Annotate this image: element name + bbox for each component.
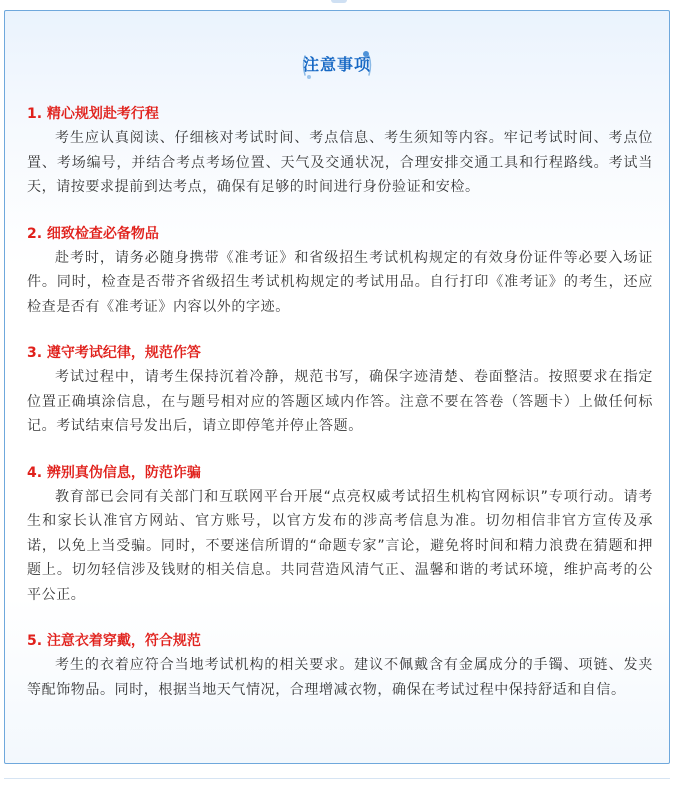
bottom-divider	[4, 778, 670, 779]
section-heading: 5. 注意衣着穿戴，符合规范	[27, 633, 201, 649]
page-title: 注意事项	[302, 55, 371, 74]
section-body: 赴考时，请务必随身携带《准考证》和省级招生考试机构规定的有效身份证件等必要入场证件。同时，检查是否带齐省级招生考试机构规定的考试用品。自行打印《准考证》的考生，还应检查是否有《准考证》内容以外的字迹。	[27, 249, 653, 315]
top-notch-decoration	[331, 0, 347, 3]
section-body: 考生的衣着应符合当地考试机构的相关要求。建议不佩戴含有金属成分的手镯、项链、发夹等配饰物品。同时，根据当地天气情况，合理增减衣物，确保在考试过程中保持舒适和自信。	[27, 657, 653, 698]
section-travel-plan	[27, 102, 653, 200]
section-anti-fraud	[27, 461, 653, 608]
section-heading: 4. 辨别真伪信息，防范诈骗	[27, 464, 201, 481]
section-check-items	[27, 222, 653, 320]
section-body: 考生应认真阅读、仔细核对考试时间、考点信息、考生须知等内容。牢记考试时间、考点位置、考场编号，并结合考点考场位置、天气及交通状况，合理安排交通工具和行程路线。考试当天，请按要求提前到达考点，确保有足够的时间进行身份验证和安检。	[27, 130, 653, 195]
notice-content	[27, 102, 653, 724]
title-banner	[5, 45, 669, 85]
section-heading: 1. 精心规划赴考行程	[27, 106, 159, 122]
section-exam-discipline	[27, 341, 653, 439]
section-body: 教育部已会同有关部门和互联网平台开展“点亮权威考试招生机构官网标识”专项行动。请考生和家长认准官方网站、官方账号，以官方发布的涉高考信息为准。切勿相信非官方宣传及承诺，以免上当受骗。同时，不要迷信所谓的“命题专家”言论，避免将时间和精力浪费在猜题和押题上。切勿轻信涉及钱财的相关信息。共同营造风清气正、温馨和谐的考试环境，维护高考的公平公正。	[27, 488, 653, 603]
section-heading: 2. 细致检查必备物品	[27, 225, 159, 242]
section-dress-code	[27, 629, 653, 702]
section-heading: 3. 遵守考试纪律，规范作答	[27, 345, 201, 361]
notice-card	[4, 10, 670, 764]
section-body: 考试过程中，请考生保持沉着冷静，规范书写，确保字迹清楚、卷面整洁。按照要求在指定位置正确填涂信息，在与题号相对应的答题区域内作答。注意不要在答卷（答题卡）上做任何标记。考试结束信号发出后，请立即停笔并停止答题。	[27, 369, 653, 434]
